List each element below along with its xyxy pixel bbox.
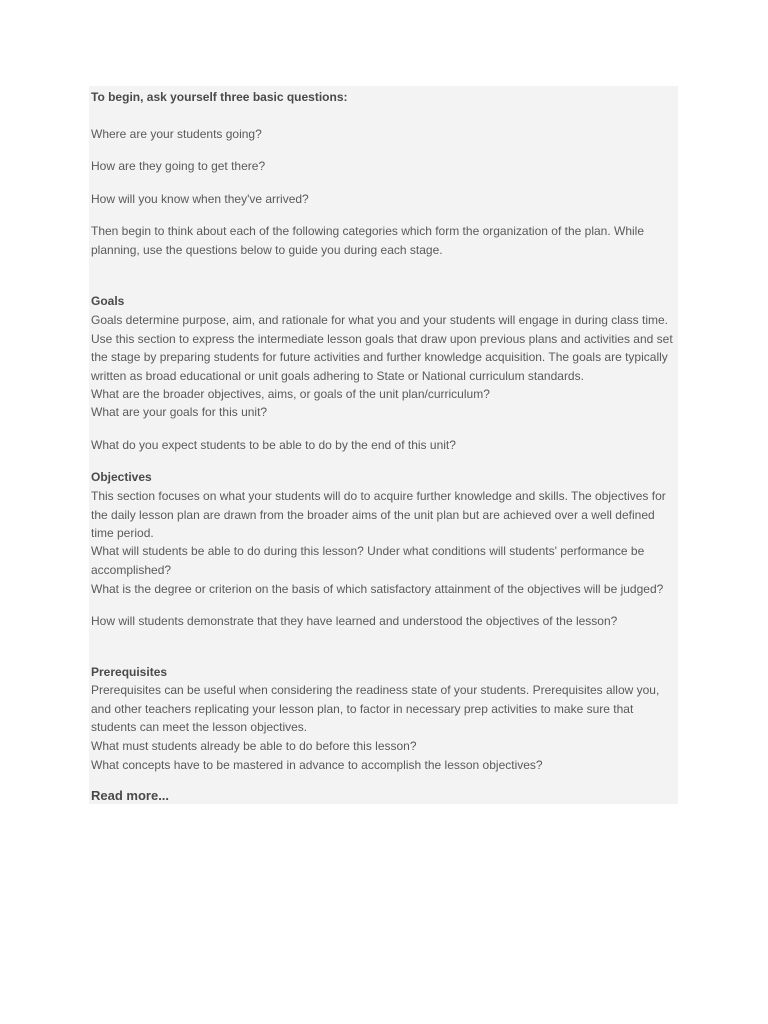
objectives-body: This section focuses on what your students will do to acquire further knowledge and skills. The objectives for the daily lesson plan are drawn from the broader aims of the unit plan but are achieved over a well defined time period. bbox=[91, 489, 666, 541]
prerequisites-question: What concepts have to be mastered in advance to accomplish the lesson objectives? bbox=[91, 758, 543, 772]
goals-question: What are your goals for this unit? bbox=[91, 405, 268, 419]
intro-question: Where are your students going? bbox=[91, 127, 262, 141]
prerequisites-question: What must students already be able to do before this lesson? bbox=[91, 739, 417, 753]
objectives-heading: Objectives bbox=[91, 470, 152, 484]
goals-body: Goals determine purpose, aim, and rationale for what you and your students will engage in during class time. Use this section to express the intermediate lesson goals that draw upon previous plans and activities and set the stage by preparing students for future activities and further knowledge acquisition. The goals are typically written as broad educational or unit goals adhering to State or National curriculum standards. bbox=[91, 313, 673, 384]
goals-question: What do you expect students to be able to do by the end of this unit? bbox=[91, 438, 456, 452]
prerequisites-body: Prerequisites can be useful when considering the readiness state of your students. Prerequisites allow you, and other teachers replicating your lesson plan, to factor in necessary prep activities to make sure that students can meet the lesson objectives. bbox=[91, 683, 660, 735]
goals-question: What are the broader objectives, aims, or goals of the unit plan/curriculum? bbox=[91, 387, 490, 401]
intro-transition: Then begin to think about each of the following categories which form the organization of the plan. While planning, use the questions below to guide you during each stage. bbox=[91, 224, 645, 257]
goals-heading: Goals bbox=[91, 294, 125, 308]
intro-heading: To begin, ask yourself three basic questions: bbox=[91, 90, 348, 104]
objectives-question: How will students demonstrate that they have learned and understood the objectives of the lesson? bbox=[91, 614, 618, 628]
read-more-link[interactable]: Read more... bbox=[91, 788, 170, 803]
intro-question: How are they going to get there? bbox=[91, 159, 266, 173]
prerequisites-heading: Prerequisites bbox=[91, 665, 168, 679]
intro-question: How will you know when they've arrived? bbox=[91, 192, 309, 206]
objectives-question: What is the degree or criterion on the basis of which satisfactory attainment of the objectives will be judged? bbox=[91, 582, 664, 596]
objectives-question: What will students be able to do during this lesson? Under what conditions will students' performance be accomplished? bbox=[91, 544, 645, 577]
